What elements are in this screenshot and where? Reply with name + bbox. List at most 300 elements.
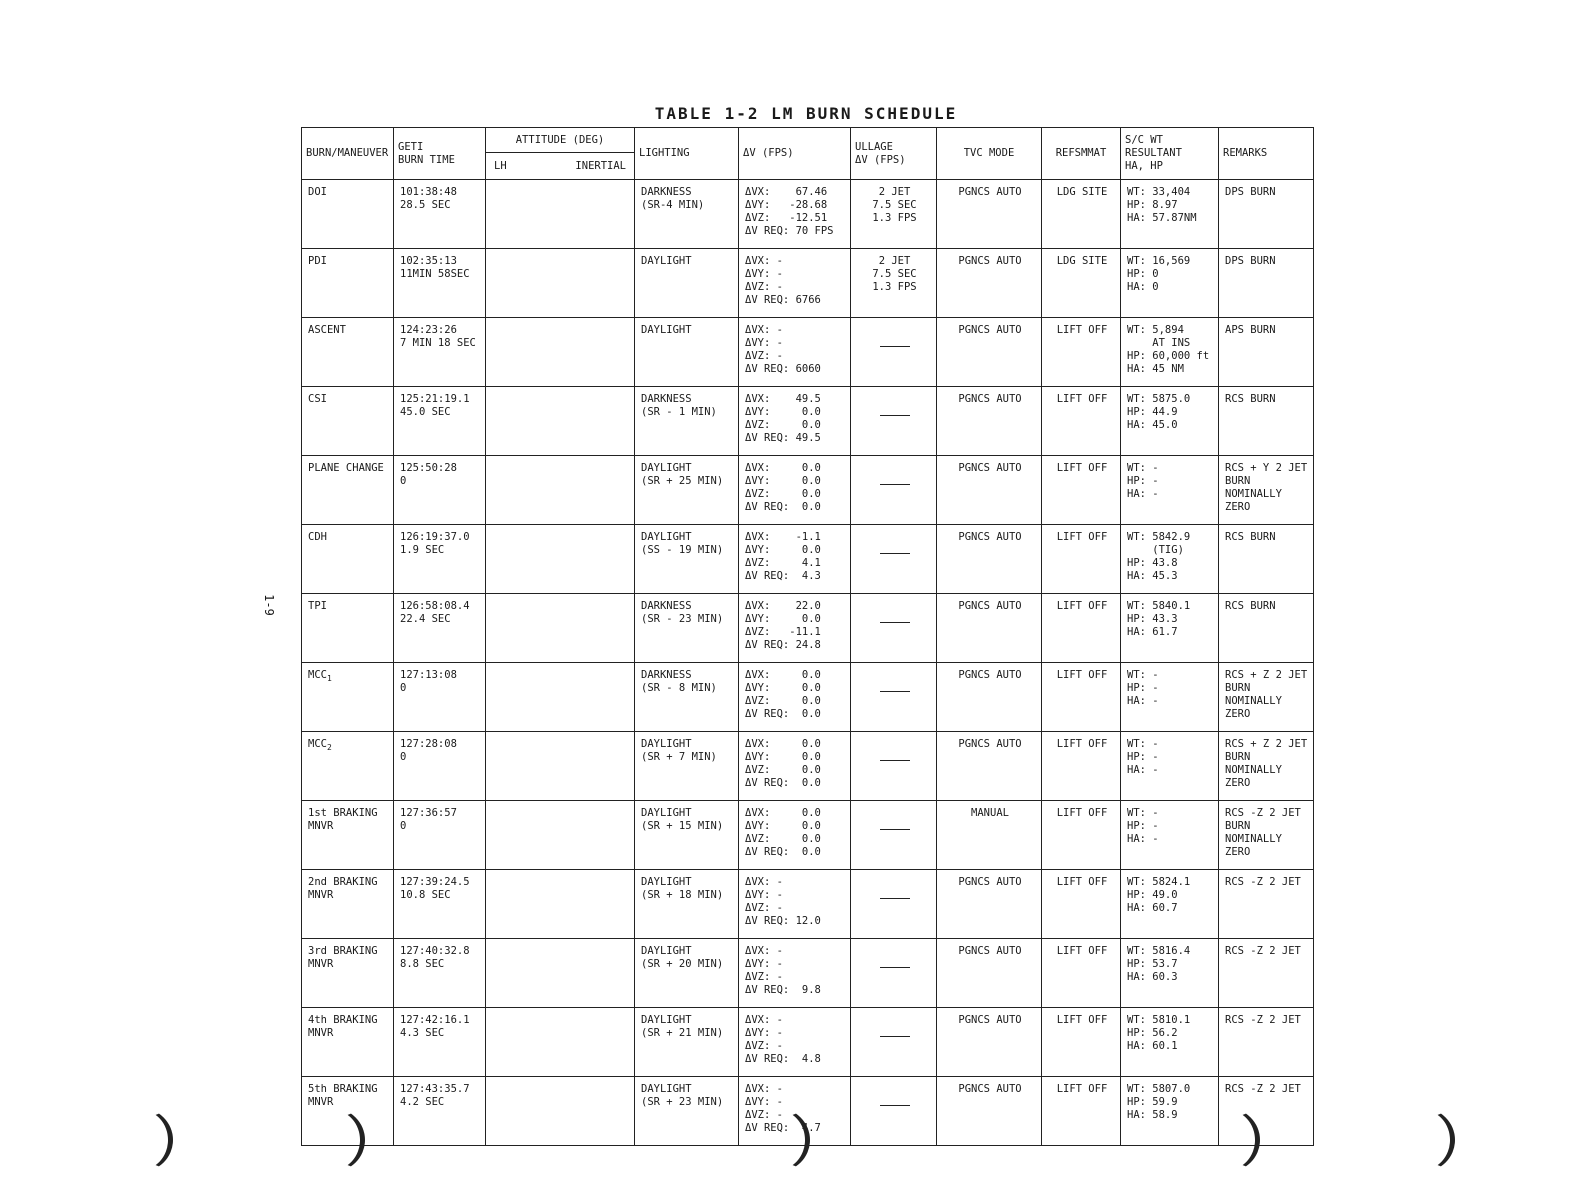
cell-ullage <box>851 594 937 663</box>
cell-tvc <box>937 663 1042 732</box>
cell-line: ΔVY: 0.0 <box>745 682 821 694</box>
cell-geti <box>394 387 486 456</box>
cell-ullage <box>851 870 937 939</box>
cell-line: WT: 33,404 <box>1127 186 1191 198</box>
cell-line: DOI <box>308 186 327 198</box>
cell-line: (SR + 20 MIN) <box>641 958 724 970</box>
cell-refsmmat <box>1042 663 1121 732</box>
cell-line: HA: 60.3 <box>1127 971 1178 983</box>
cell-geti <box>394 870 486 939</box>
cell-refsmmat <box>1042 1008 1121 1077</box>
cell-attitude <box>486 456 635 525</box>
cell-line: WT: 16,569 <box>1127 255 1191 267</box>
header-ullage <box>851 128 937 180</box>
cell-line: 126:19:37.0 <box>400 531 470 543</box>
cell-line: ΔVZ: -11.1 <box>745 626 821 638</box>
cell-line: ΔVY: 0.0 <box>745 751 821 763</box>
cell-line: HP: 43.8 <box>1127 557 1178 569</box>
cell-line: ΔVY: - <box>745 889 783 901</box>
cell-burn <box>302 318 394 387</box>
cell-remarks <box>1219 732 1314 801</box>
cell-line: HA: 58.9 <box>1127 1109 1178 1121</box>
cell-line: HA: - <box>1127 833 1159 845</box>
cell-line: (SR - 23 MIN) <box>641 613 724 625</box>
cell-line: DARKNESS <box>641 600 692 612</box>
cell-burn <box>302 663 394 732</box>
cell-line: ΔVX: 0.0 <box>745 807 821 819</box>
cell-line: ZERO <box>1225 708 1251 720</box>
cell-line: 125:50:28 <box>400 462 457 474</box>
cell-line: NOMINALLY <box>1225 764 1282 776</box>
cell-line: ΔVX: - <box>745 876 783 888</box>
cell-tvc-text: PGNCS AUTO <box>958 186 1022 198</box>
cell-refsmmat <box>1042 318 1121 387</box>
header-geti-line1: GETI <box>398 140 424 153</box>
cell-attitude <box>486 939 635 1008</box>
cell-refsmmat <box>1042 180 1121 249</box>
cell-refsmmat-text: LIFT OFF <box>1056 324 1108 336</box>
cell-line: ΔVZ: 0.0 <box>745 419 821 431</box>
cell-line: HP: - <box>1127 682 1159 694</box>
cell-lighting <box>635 594 739 663</box>
cell-remarks <box>1219 939 1314 1008</box>
cell-ullage <box>851 456 937 525</box>
cell-burn <box>302 939 394 1008</box>
cell-line: (SR + 15 MIN) <box>641 820 724 832</box>
cell-dv <box>739 1008 851 1077</box>
cell-line: ΔV REQ: 0.0 <box>745 846 821 858</box>
header-scwt-line3: HA, HP <box>1125 160 1163 172</box>
cell-scwt <box>1121 870 1219 939</box>
cell-tvc <box>937 594 1042 663</box>
cell-line: RCS + Z 2 JET <box>1225 738 1308 750</box>
cell-dv <box>739 249 851 318</box>
header-att-lh: LH <box>494 159 507 172</box>
cell-line: (TIG) <box>1127 544 1184 556</box>
cell-dv <box>739 801 851 870</box>
cell-line: ΔVZ: - <box>745 350 783 362</box>
cell-refsmmat-text: LIFT OFF <box>1056 669 1108 681</box>
cell-scwt <box>1121 249 1219 318</box>
cell-lighting <box>635 939 739 1008</box>
cell-refsmmat-text: LIFT OFF <box>1056 531 1108 543</box>
cell-refsmmat-text: LDG SITE <box>1056 255 1108 267</box>
cell-refsmmat-text: LIFT OFF <box>1056 600 1108 612</box>
cell-tvc-text: PGNCS AUTO <box>958 393 1022 405</box>
cell-line: CDH <box>308 531 327 543</box>
cell-remarks <box>1219 387 1314 456</box>
cell-tvc <box>937 870 1042 939</box>
cell-geti <box>394 318 486 387</box>
cell-line: 125:21:19.1 <box>400 393 470 405</box>
cell-line: DAYLIGHT <box>641 738 692 750</box>
cell-refsmmat <box>1042 387 1121 456</box>
cell-line: ΔVY: -28.68 <box>745 199 828 211</box>
cell-line: (SS - 19 MIN) <box>641 544 724 556</box>
cell-line: WT: 5807.0 <box>1127 1083 1191 1095</box>
cell-line: CSI <box>308 393 327 405</box>
cell-line: ΔVZ: - <box>745 281 783 293</box>
cell-line: HP: 59.9 <box>1127 1096 1178 1108</box>
cell-attitude <box>486 801 635 870</box>
cell-scwt <box>1121 318 1219 387</box>
cell-dv <box>739 456 851 525</box>
cell-line: ΔVZ: - <box>745 1040 783 1052</box>
cell-line: 7.5 SEC <box>872 199 917 211</box>
cell-line: ΔVY: 0.0 <box>745 544 821 556</box>
cell-tvc <box>937 180 1042 249</box>
table-row <box>302 318 1314 387</box>
header-tvc: TVC MODE <box>937 128 1042 180</box>
cell-refsmmat <box>1042 732 1121 801</box>
cell-line: DPS BURN <box>1225 255 1276 267</box>
cell-ullage <box>851 318 937 387</box>
cell-ullage <box>851 525 937 594</box>
cell-line: HA: 61.7 <box>1127 626 1178 638</box>
cell-geti <box>394 525 486 594</box>
header-ullage-line1: ULLAGE <box>855 140 893 153</box>
cell-line: ΔV REQ: 70 FPS <box>745 225 834 237</box>
table-row <box>302 249 1314 318</box>
cell-line: DPS BURN <box>1225 186 1276 198</box>
cell-line: 127:13:08 <box>400 669 457 681</box>
cell-line: 5th BRAKING <box>308 1083 378 1095</box>
cell-scwt <box>1121 663 1219 732</box>
header-geti <box>394 128 486 180</box>
cell-line: WT: 5842.9 <box>1127 531 1191 543</box>
cell-line: HA: - <box>1127 764 1159 776</box>
cell-geti <box>394 594 486 663</box>
cell-line: DAYLIGHT <box>641 807 692 819</box>
cell-burn <box>302 870 394 939</box>
cell-lighting <box>635 387 739 456</box>
cell-geti <box>394 1008 486 1077</box>
cell-lighting <box>635 318 739 387</box>
cell-line: 0 <box>400 682 407 694</box>
cell-line: 1.3 FPS <box>872 212 917 224</box>
cell-burn <box>302 732 394 801</box>
cell-line: 1st BRAKING <box>308 807 378 819</box>
cell-line: $MCC_1$ <box>308 669 332 684</box>
table-row <box>302 801 1314 870</box>
cell-line: ΔV REQ: 6060 <box>745 363 821 375</box>
cell-line: 28.5 SEC <box>400 199 451 211</box>
cell-line: 7.5 SEC <box>872 268 917 280</box>
cell-line: ΔVX: - <box>745 1014 783 1026</box>
cell-geti <box>394 249 486 318</box>
cell-line: ΔV REQ: 4.3 <box>745 570 821 582</box>
cell-line: ΔV REQ: 12.0 <box>745 915 821 927</box>
cell-line: 11MIN 58SEC <box>400 268 470 280</box>
cell-line: RCS BURN <box>1225 393 1276 405</box>
cell-refsmmat-text: LIFT OFF <box>1056 1083 1108 1095</box>
ullage-none-dash <box>880 622 910 623</box>
header-scwt-line2: RESULTANT <box>1125 147 1182 159</box>
cell-line: HP: - <box>1127 820 1159 832</box>
page-number: 1-9 <box>261 594 276 616</box>
cell-ullage <box>851 387 937 456</box>
cell-tvc-text: PGNCS AUTO <box>958 1014 1022 1026</box>
cell-burn <box>302 1008 394 1077</box>
binder-hole-mark <box>1390 1108 1455 1172</box>
cell-dv <box>739 318 851 387</box>
cell-line: (SR - 8 MIN) <box>641 682 717 694</box>
binder-hole-mark <box>1195 1108 1260 1172</box>
cell-line: DAYLIGHT <box>641 531 692 543</box>
cell-line: MNVR <box>308 1027 334 1039</box>
cell-attitude <box>486 732 635 801</box>
cell-line: HA: 0 <box>1127 281 1159 293</box>
cell-line: 101:38:48 <box>400 186 457 198</box>
cell-line: 127:39:24.5 <box>400 876 470 888</box>
cell-ullage <box>851 663 937 732</box>
cell-line: ΔVY: 0.0 <box>745 406 821 418</box>
cell-refsmmat <box>1042 249 1121 318</box>
table-row <box>302 387 1314 456</box>
cell-line: NOMINALLY <box>1225 833 1282 845</box>
cell-line: MNVR <box>308 1096 334 1108</box>
cell-line: ΔVX: 67.46 <box>745 186 828 198</box>
cell-dv <box>739 180 851 249</box>
cell-line: HA: - <box>1127 695 1159 707</box>
cell-line: MNVR <box>308 958 334 970</box>
ullage-none-dash <box>880 967 910 968</box>
cell-burn <box>302 249 394 318</box>
ullage-none-dash <box>880 346 910 347</box>
cell-tvc <box>937 249 1042 318</box>
header-scwt-line1: S/C WT <box>1125 134 1163 146</box>
cell-line: DAYLIGHT <box>641 876 692 888</box>
cell-tvc-text: PGNCS AUTO <box>958 600 1022 612</box>
cell-attitude <box>486 870 635 939</box>
header-geti-line2: BURN TIME <box>398 153 455 166</box>
cell-line: ΔVY: - <box>745 1096 783 1108</box>
cell-line: HA: 45.0 <box>1127 419 1178 431</box>
cell-attitude <box>486 387 635 456</box>
header-att-inertial: INERTIAL <box>575 159 626 172</box>
cell-attitude <box>486 318 635 387</box>
cell-line: DAYLIGHT <box>641 462 692 474</box>
cell-tvc <box>937 1008 1042 1077</box>
cell-remarks <box>1219 663 1314 732</box>
cell-line: 2 JET <box>878 186 911 198</box>
cell-line: BURN <box>1225 820 1251 832</box>
cell-refsmmat <box>1042 870 1121 939</box>
cell-line: ΔVY: - <box>745 1027 783 1039</box>
header-refsmmat: REFSMMAT <box>1042 128 1121 180</box>
cell-dv <box>739 387 851 456</box>
cell-line: (SR + 7 MIN) <box>641 751 717 763</box>
cell-line: ΔV REQ: 24.8 <box>745 639 821 651</box>
cell-scwt <box>1121 732 1219 801</box>
cell-remarks <box>1219 1008 1314 1077</box>
binder-hole-mark <box>300 1108 365 1172</box>
cell-line: ZERO <box>1225 846 1251 858</box>
cell-tvc-text: PGNCS AUTO <box>958 255 1022 267</box>
cell-line: DARKNESS <box>641 393 692 405</box>
cell-dv <box>739 594 851 663</box>
cell-line: ΔVY: 0.0 <box>745 613 821 625</box>
cell-line: $MCC_2$ <box>308 738 332 753</box>
cell-line: NOMINALLY <box>1225 488 1282 500</box>
cell-scwt <box>1121 456 1219 525</box>
cell-line: 126:58:08.4 <box>400 600 470 612</box>
cell-refsmmat <box>1042 525 1121 594</box>
header-scwt <box>1121 128 1219 180</box>
cell-burn <box>302 180 394 249</box>
cell-burn <box>302 594 394 663</box>
cell-tvc-text: PGNCS AUTO <box>958 324 1022 336</box>
cell-line: HP: 49.0 <box>1127 889 1178 901</box>
cell-line: RCS + Z 2 JET <box>1225 669 1308 681</box>
ullage-none-dash <box>880 553 910 554</box>
header-attitude: ATTITUDE (DEG) <box>486 128 635 153</box>
cell-refsmmat <box>1042 801 1121 870</box>
cell-line: ΔV REQ: 6766 <box>745 294 821 306</box>
cell-line: 4th BRAKING <box>308 1014 378 1026</box>
cell-line: HP: 44.9 <box>1127 406 1178 418</box>
cell-line: HA: - <box>1127 488 1159 500</box>
cell-line: 4.3 SEC <box>400 1027 445 1039</box>
cell-remarks <box>1219 594 1314 663</box>
header-dv: ΔV (FPS) <box>739 128 851 180</box>
cell-line: ZERO <box>1225 777 1251 789</box>
cell-line: RCS -Z 2 JET <box>1225 807 1301 819</box>
cell-line: ΔVX: 49.5 <box>745 393 821 405</box>
cell-burn <box>302 387 394 456</box>
cell-line: ΔVX: - <box>745 1083 783 1095</box>
cell-refsmmat-text: LIFT OFF <box>1056 738 1108 750</box>
cell-line: ΔV REQ: 0.0 <box>745 708 821 720</box>
cell-scwt <box>1121 939 1219 1008</box>
cell-line: 124:23:26 <box>400 324 457 336</box>
cell-line: HP: 53.7 <box>1127 958 1178 970</box>
cell-line: ΔVY: - <box>745 268 783 280</box>
cell-lighting <box>635 249 739 318</box>
cell-line: ΔVX: 0.0 <box>745 669 821 681</box>
cell-remarks <box>1219 870 1314 939</box>
cell-line: ΔVZ: 0.0 <box>745 488 821 500</box>
cell-burn <box>302 525 394 594</box>
table-row <box>302 1008 1314 1077</box>
cell-line: HA: 45 NM <box>1127 363 1184 375</box>
cell-line: APS BURN <box>1225 324 1276 336</box>
cell-line: 2nd BRAKING <box>308 876 378 888</box>
ullage-none-dash <box>880 691 910 692</box>
cell-line: (SR + 18 MIN) <box>641 889 724 901</box>
cell-line: ΔVZ: 0.0 <box>745 695 821 707</box>
cell-attitude <box>486 1077 635 1146</box>
cell-line: ΔV REQ: 9.8 <box>745 984 821 996</box>
cell-ullage <box>851 180 937 249</box>
cell-scwt <box>1121 1008 1219 1077</box>
cell-attitude <box>486 1008 635 1077</box>
header-ullage-line2: ΔV (FPS) <box>855 153 906 166</box>
cell-lighting <box>635 456 739 525</box>
cell-lighting <box>635 801 739 870</box>
cell-geti <box>394 939 486 1008</box>
cell-scwt <box>1121 525 1219 594</box>
cell-line: HP: - <box>1127 475 1159 487</box>
cell-remarks <box>1219 318 1314 387</box>
cell-line: WT: 5840.1 <box>1127 600 1191 612</box>
cell-line: DAYLIGHT <box>641 255 692 267</box>
cell-refsmmat <box>1042 1077 1121 1146</box>
cell-line: HA: 57.87NM <box>1127 212 1197 224</box>
cell-remarks <box>1219 456 1314 525</box>
cell-remarks <box>1219 801 1314 870</box>
cell-dv <box>739 939 851 1008</box>
table-row <box>302 594 1314 663</box>
table-row <box>302 870 1314 939</box>
cell-refsmmat <box>1042 939 1121 1008</box>
cell-line: HP: 60,000 ft <box>1127 350 1210 362</box>
cell-line: TPI <box>308 600 327 612</box>
cell-ullage <box>851 732 937 801</box>
cell-line: 0 <box>400 475 407 487</box>
cell-line: RCS BURN <box>1225 531 1276 543</box>
table-title: TABLE 1-2 LM BURN SCHEDULE <box>654 104 958 123</box>
cell-line: WT: 5810.1 <box>1127 1014 1191 1026</box>
cell-line: ΔVX: 0.0 <box>745 738 821 750</box>
cell-lighting <box>635 525 739 594</box>
cell-refsmmat-text: LIFT OFF <box>1056 945 1108 957</box>
cell-line: 7 MIN 18 SEC <box>400 337 476 349</box>
cell-line: 3rd BRAKING <box>308 945 378 957</box>
cell-lighting <box>635 1008 739 1077</box>
table-row <box>302 180 1314 249</box>
table-body <box>302 180 1314 1146</box>
cell-scwt <box>1121 387 1219 456</box>
header-burn: BURN/MANEUVER <box>302 128 394 180</box>
cell-ullage <box>851 1077 937 1146</box>
cell-geti <box>394 456 486 525</box>
cell-dv <box>739 525 851 594</box>
cell-line: ΔV REQ: 49.5 <box>745 432 821 444</box>
cell-line: BURN <box>1225 475 1251 487</box>
cell-tvc <box>937 939 1042 1008</box>
cell-line: WT: - <box>1127 669 1159 681</box>
cell-line: RCS -Z 2 JET <box>1225 945 1301 957</box>
cell-line: ΔV REQ: 0.0 <box>745 501 821 513</box>
cell-line: ΔVX: 0.0 <box>745 462 821 474</box>
cell-remarks <box>1219 249 1314 318</box>
cell-line: 2 JET <box>878 255 911 267</box>
cell-scwt <box>1121 180 1219 249</box>
cell-refsmmat-text: LIFT OFF <box>1056 462 1108 474</box>
cell-line: WT: - <box>1127 807 1159 819</box>
cell-line: ΔVX: - <box>745 945 783 957</box>
cell-line: ASCENT <box>308 324 346 336</box>
cell-refsmmat-text: LIFT OFF <box>1056 393 1108 405</box>
binder-hole-mark <box>745 1108 810 1172</box>
cell-line: PLANE CHANGE <box>308 462 384 474</box>
cell-tvc-text: PGNCS AUTO <box>958 669 1022 681</box>
table-row <box>302 456 1314 525</box>
cell-tvc-text: PGNCS AUTO <box>958 945 1022 957</box>
table-row <box>302 525 1314 594</box>
cell-remarks <box>1219 525 1314 594</box>
cell-refsmmat <box>1042 456 1121 525</box>
cell-attitude <box>486 663 635 732</box>
header-attitude-sub <box>486 153 635 180</box>
cell-burn <box>302 456 394 525</box>
cell-line: 0 <box>400 820 407 832</box>
cell-attitude <box>486 594 635 663</box>
cell-line: ΔVZ: - <box>745 1109 783 1121</box>
cell-dv <box>739 663 851 732</box>
ullage-none-dash <box>880 898 910 899</box>
